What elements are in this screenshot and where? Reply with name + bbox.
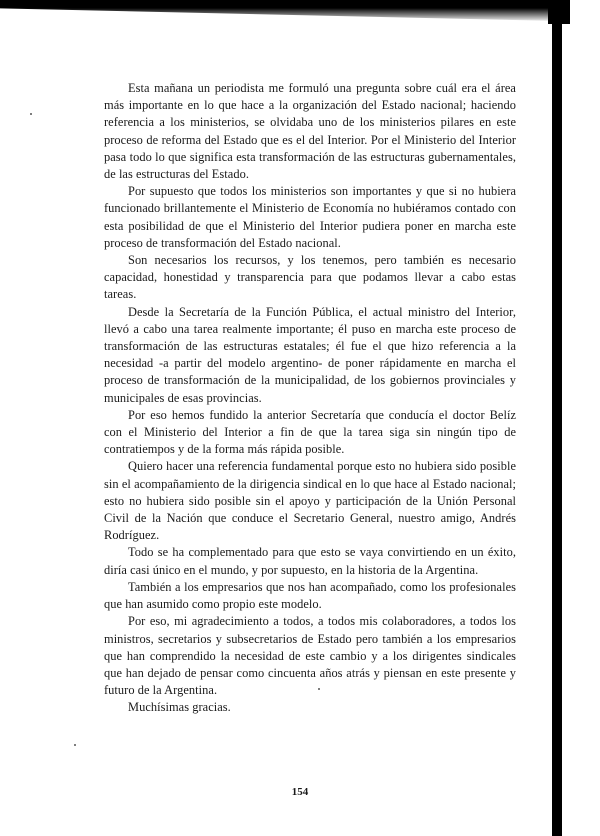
paragraph: Por eso, mi agradecimiento a todos, a todos mis colaboradores, a todos los ministros, secretarios y subsecretarios de Estado pero también a los empresarios que han comprendido la necesidad de este cambio y a los dirigentes sindicales que han dejado de pensar como cincuenta años atrás y piensan en este presente y futuro de la Argentina. bbox=[104, 614, 516, 698]
paragraph: Esta mañana un periodista me formuló una pregunta sobre cuál era el área más importante en lo que hace a la organización del Estado nacional; haciendo referencia a los ministerios, se olvidaba uno de los ministerios pilares en este proceso de reforma del Estado que es el del Interior. Por el Ministerio del Interior pasa todo lo que significa esta transformación de las estructuras gubernamentales, de las estructuras del Estado. bbox=[104, 81, 516, 182]
paragraph: Son necesarios los recursos, y los tenemos, pero también es necesario capacidad, honestidad y transparencia para que podamos llevar a cabo estas tareas. bbox=[104, 253, 516, 302]
paragraph: Quiero hacer una referencia fundamental porque esto no hubiera sido posible sin el acompañamiento de la dirigencia sindical en lo que hace al Estado nacional; esto no hubiera sido posible sin el apoyo y participación de la Unión Personal Civil de la Nación que conduce el Secretario General, nuestro amigo, Andrés Rodríguez. bbox=[104, 459, 516, 543]
scan-speck bbox=[30, 113, 32, 115]
page-number: 154 bbox=[291, 786, 309, 798]
paragraph: Muchísimas gracias. bbox=[128, 700, 231, 715]
paragraph: Por supuesto que todos los ministerios son importantes y que si no hubiera funcionado brillantemente el Ministerio de Economía no hubiéramos contado con esta posibilidad de que el Ministerio del Interior pudiera poner en marcha este proceso de transformación del Estado nacional. bbox=[104, 184, 516, 250]
scan-top-edge bbox=[0, 0, 600, 22]
scan-binding-bar bbox=[552, 18, 562, 836]
document-body bbox=[104, 80, 516, 717]
paragraph: Desde la Secretaría de la Función Pública, el actual ministro del Interior, llevó a cabo una tarea realmente importante; él puso en marcha este proceso de transformación de las estructuras estatales; él fue el que hizo referencia a la necesidad -a partir del modelo argentino- de poner rápidamente en marcha el proceso de transformación de la municipalidad, de los gobiernos provinciales y municipales de esas provincias. bbox=[104, 304, 516, 405]
paragraph: También a los empresarios que nos han acompañado, como los profesionales que han asumido como propio este modelo. bbox=[104, 579, 516, 612]
scan-right-edge bbox=[548, 0, 600, 836]
scan-speck bbox=[74, 744, 76, 746]
scan-margin bbox=[560, 0, 600, 836]
paragraph: Todo se ha complementado para que esto se vaya convirtiendo en un éxito, diría casi único en el mundo, y por supuesto, en la historia de la Argentina. bbox=[104, 545, 516, 577]
paragraph: Por eso hemos fundido la anterior Secretaría que conducía el doctor Belíz con el Ministerio del Interior a fin de que la tarea siga sin ningún tipo de contratiempos y de la forma más rápida posible. bbox=[104, 407, 516, 457]
